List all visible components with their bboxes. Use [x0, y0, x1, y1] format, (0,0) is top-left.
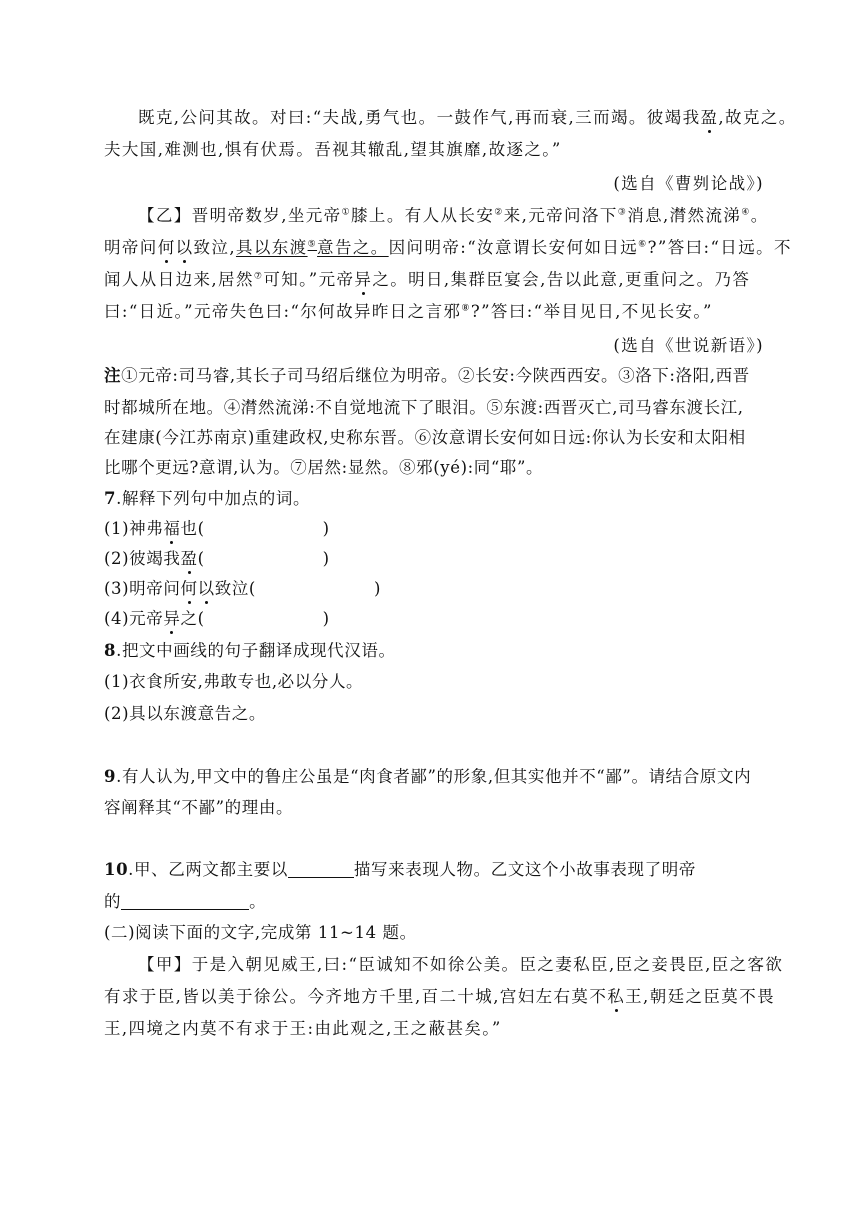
question-7-item-1: (1)神弗福也( )	[104, 519, 330, 538]
question-8-item-2: (2)具以东渡意告之。	[104, 704, 266, 723]
underlined-sentence: 具以东渡	[235, 238, 308, 257]
question-9-line-2: 容阐释其“不鄙”的理由。	[104, 798, 294, 817]
emphasis-dot-word: 盈	[700, 108, 719, 127]
notes-label: 注	[104, 366, 122, 385]
notes-line-4: 比哪个更远?意谓,认为。⑦居然:显然。⑧邪(yé):同“耶”。	[104, 458, 544, 477]
passage-yi-line-1: 【乙】晋明帝数岁,坐元帝①膝上。有人从长安②来,元帝问洛下③消息,潸然流涕④。	[138, 206, 769, 225]
source-citation: (选自《世说新语》)	[613, 336, 764, 355]
question-9-line-1: 9.有人认为,甲文中的鲁庄公虽是“肉食者鄙”的形象,但其实他并不“鄙”。请结合原文内	[104, 767, 752, 786]
question-10-line-2: 的 。	[104, 892, 267, 911]
passage-yi-line-3: 闻人从日边来,居然⑦可知。”元帝异之。明日,集群臣宴会,告以此意,更重问之。乃答	[104, 270, 751, 289]
question-8-stem: 8.把文中画线的句子翻译成现代汉语。	[104, 641, 396, 660]
passage2-jia-line-2: 有求于臣,皆以美于徐公。今齐地方千里,百二十城,宫妇左右莫不私王,朝廷之臣莫不畏	[104, 987, 776, 1006]
notes-line-1: 注①元帝:司马睿,其长子司马绍后继位为明帝。②长安:今陕西西安。③洛下:洛阳,西晋	[104, 366, 750, 385]
fill-in-blank[interactable]	[121, 893, 249, 910]
passage-jia-line-1: 既克,公问其故。对曰:“夫战,勇气也。一鼓作气,再而衰,三而竭。彼竭我盈,故克之。	[138, 108, 797, 127]
section-2-heading: (二)阅读下面的文字,完成第 11~14 题。	[104, 923, 417, 942]
fill-in-blank[interactable]	[288, 861, 354, 878]
passage-yi-line-2: 明帝问何以致泣,具以东渡⑤意告之。因问明帝:“汝意谓长安何如日远⑥?”答曰:“日远。不	[104, 238, 792, 257]
passage-jia-line-2: 夫大国,难测也,惧有伏焉。吾视其辙乱,望其旗靡,故逐之。”	[104, 140, 562, 159]
question-7-item-2: (2)彼竭我盈( )	[104, 549, 330, 568]
question-7-item-4: (4)元帝异之( )	[104, 609, 330, 628]
passage2-jia-line-1: 【甲】于是入朝见威王,曰:“臣诚知不如徐公美。臣之妻私臣,臣之妾畏臣,臣之客欲	[138, 955, 784, 974]
notes-line-2: 时都城所在地。④潸然流涕:不自觉地流下了眼泪。⑤东渡:西晋灭亡,司马睿东渡长江,	[104, 398, 744, 417]
source-citation: (选自《曹刿论战》)	[613, 174, 764, 193]
notes-line-3: 在建康(今江苏南京)重建政权,史称东晋。⑥汝意谓长安何如日远:你认为长安和太阳相	[104, 428, 746, 447]
passage2-jia-line-3: 王,四境之内莫不有求于王:由此观之,王之蔽甚矣。”	[104, 1019, 502, 1038]
question-7-item-3: (3)明帝问何以致泣( )	[104, 579, 381, 598]
passage-yi-line-4: 曰:“日近。”元帝失色曰:“尔何故异昨日之言邪⑧?”答曰:“举目见日,不见长安。”	[104, 302, 713, 321]
question-7-stem: 7.解释下列句中加点的词。	[104, 489, 311, 508]
question-10-line-1: 10.甲、乙两文都主要以 描写来表现人物。乙文这个小故事表现了明帝	[104, 860, 696, 879]
question-8-item-1: (1)衣食所安,弗敢专也,必以分人。	[104, 672, 364, 691]
